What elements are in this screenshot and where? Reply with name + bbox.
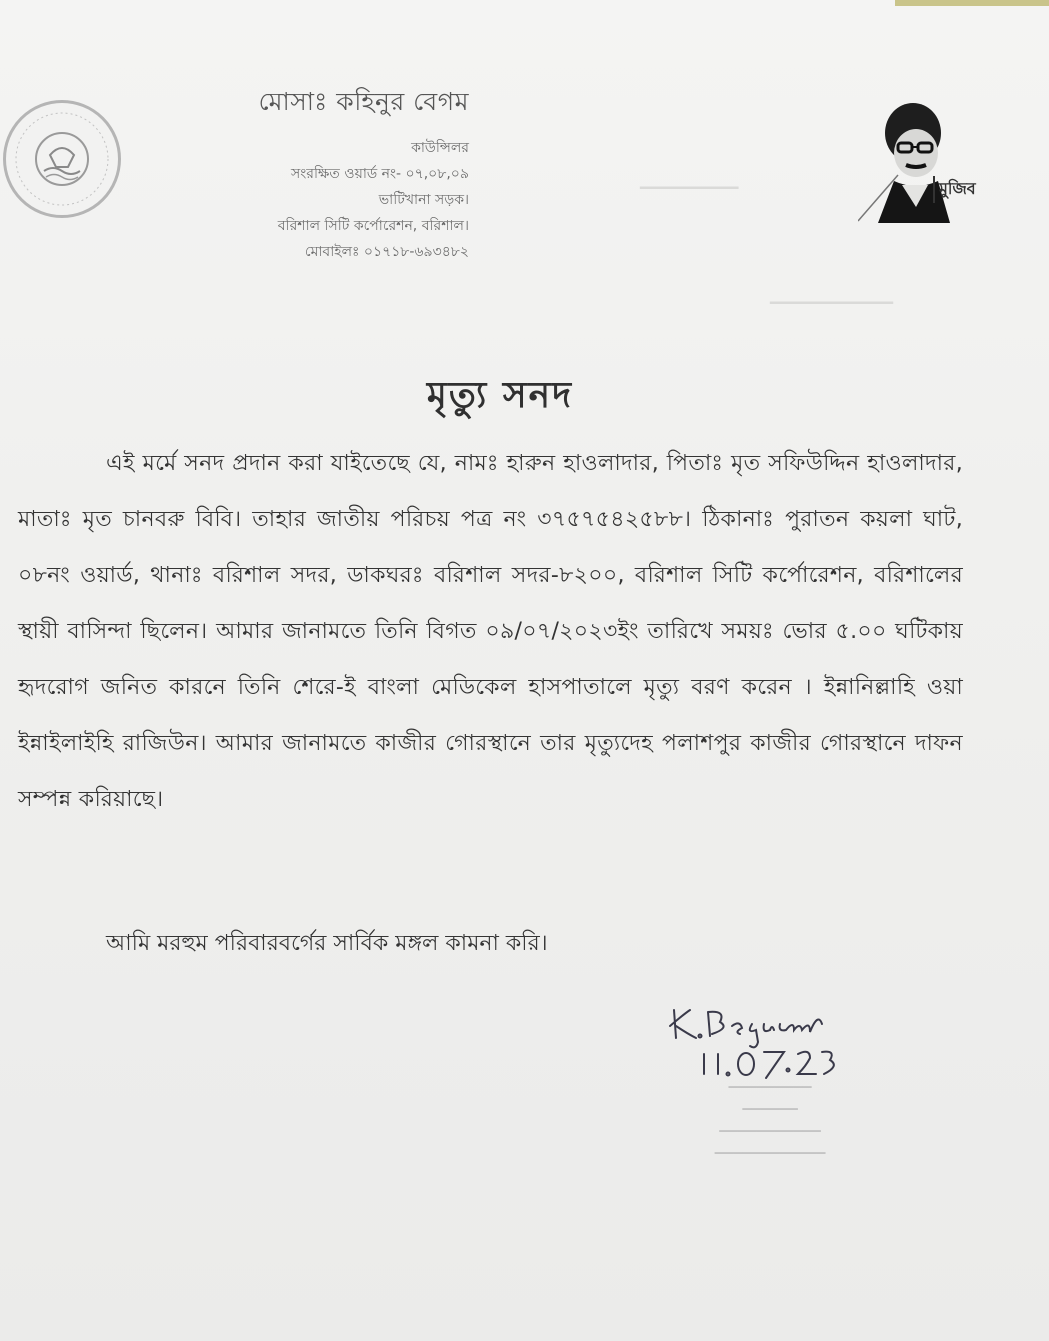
header-line-road: ভাটিখানা সড়ক। bbox=[378, 192, 469, 208]
portrait-caption: মুজিব bbox=[933, 176, 976, 203]
show-through-mark: ▁▁▁▁▁▁▁▁▁▁ bbox=[770, 285, 894, 304]
faded-stamp-line: ▁▁▁▁▁▁▁▁▁ bbox=[728, 1074, 812, 1088]
faded-stamp-line: ▁▁▁▁▁▁ bbox=[742, 1096, 798, 1110]
certificate-body: এই মর্মে সনদ প্রদান করা যাইতেছে যে, নামঃ হারুন হাওলাদার, পিতাঃ মৃত সফিউদ্দিন হাওলাদার, মাতাঃ মৃত চানবরু বিবি। তাহার জাতীয় পরিচয় পত্র নং ৩৭৫৭৫৪২৫৮৮। ঠিকানাঃ পুরাতন কয়লা ঘাট, ০৮নং ওয়ার্ড, থানাঃ বরিশাল সদর, ডাকঘরঃ বরিশাল সদর-৮২০০, বরিশাল সিটি কর্পোরেশন, বরিশালের স্থায়ী বাসিন্দা ছিলেন। আমার জানামতে তিনি বিগত ০৯/০৭/২০২৩ইং তারিখে সময়ঃ ভোর ৫.০০ ঘটিকায় হৃদরোগ জনিত কারনে তিনি শেরে-ই বাংলা মেডিকেল হাসপাতালে মৃত্যু বরণ করেন । ইন্নানিল্লাহি ওয়া ইন্নাইলাইহি রাজিউন। আমার জানামতে কাজীর গোরস্থানে তার মৃত্যুদেহ পলাশপুর কাজীর গোরস্থানে দাফন সম্পন্ন করিয়াছে। bbox=[18, 451, 963, 812]
header-line-designation: কাউন্সিলর bbox=[411, 140, 469, 156]
councillor-name: মোসাঃ কহিনুর বেগম bbox=[258, 87, 469, 116]
faded-stamp-line: ▁▁▁▁▁▁▁▁▁▁▁▁ bbox=[714, 1140, 826, 1154]
top-color-strip bbox=[895, 0, 1049, 6]
city-corporation-seal-icon bbox=[3, 100, 121, 218]
closing-line: আমি মরহুম পরিবারবর্গের সার্বিক মঙ্গল কামনা করি। bbox=[106, 931, 548, 956]
document-title: মৃত্যু সনদ bbox=[426, 375, 574, 416]
header-line-mobile: মোবাইলঃ ০১৭১৮-৬৯৩৪৮২ bbox=[304, 244, 469, 260]
show-through-mark: ▁▁▁▁▁▁▁▁ bbox=[640, 170, 739, 189]
faded-stamp-line: ▁▁▁▁▁▁▁▁▁▁▁ bbox=[719, 1118, 821, 1132]
councillor-header bbox=[109, 82, 469, 265]
header-line-ward: সংরক্ষিত ওয়ার্ড নং- ০৭,০৮,০৯ bbox=[290, 166, 469, 182]
portrait-image-icon bbox=[858, 95, 998, 223]
header-line-city: বরিশাল সিটি কর্পোরেশন, বরিশাল। bbox=[277, 218, 469, 234]
faded-official-stamp bbox=[640, 1070, 900, 1158]
